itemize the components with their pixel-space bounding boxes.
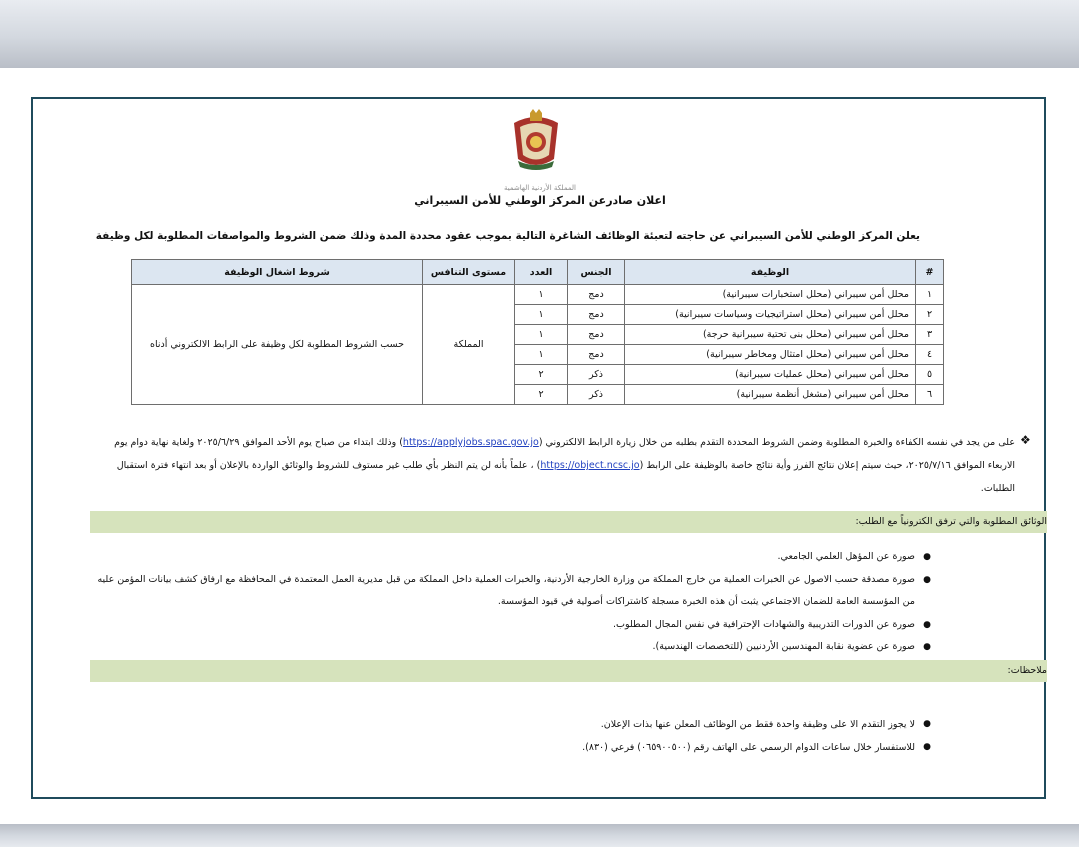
job-title: محلل أمن سيبراني (محلل عمليات سيبرانية) bbox=[625, 365, 916, 385]
notice-part-1: على من يجد في نفسه الكفاءة والخبرة المطلوبة وضمن الشروط المحددة التقدم بطلبه من خلال زيارة الرابط الالكتروني ( bbox=[538, 437, 1015, 448]
results-link[interactable]: https://object.ncsc.jo bbox=[540, 460, 640, 471]
job-gender: دمج bbox=[568, 345, 625, 365]
row-number: ٢ bbox=[916, 305, 944, 325]
diamond-bullet-icon: ❖ bbox=[1020, 433, 1031, 447]
list-item-text: صورة عن عضوية نقابة المهندسين الأردنيين (للتخصصات الهندسية). bbox=[652, 641, 915, 652]
job-count: ١ bbox=[515, 345, 568, 365]
notes-list bbox=[90, 713, 931, 759]
bullet-icon: ● bbox=[923, 574, 931, 585]
job-title: محلل أمن سيبراني (محلل استخبارات سيبرانية) bbox=[625, 285, 916, 305]
row-number: ٥ bbox=[916, 365, 944, 385]
bottom-shadow-band bbox=[0, 824, 1079, 847]
list-item bbox=[90, 636, 931, 659]
job-gender: ذكر bbox=[568, 365, 625, 385]
list-item-text: لا يجوز التقدم الا على وظيفة واحدة فقط من الوظائف المعلن عنها بذات الإعلان. bbox=[600, 719, 915, 730]
bullet-icon: ● bbox=[923, 642, 931, 652]
intro-text: يعلن المركز الوطني للأمن السيبراني عن حاجته لتعبئة الوظائف الشاغرة التالية بموجب عقود محددة المدة وذلك ضمن الشروط والمواصفات المطلوبة لكل وظيفة bbox=[95, 230, 920, 242]
list-item-text: صورة مصدقة حسب الاصول عن الخبرات العملية من خارج المملكة من وزارة الخارجية الأردنية، والخبرات العملية داخل المملكة من قبل مديرية العمل المعتمدة في المحافظة مع ارفاق كشف بيانات المؤمن عليه من المؤسسة العامة للضمان الاجتماعي يثبت أن هذه الخبرة مسجلة كاشتراكات أصولية في قيود المؤسسة. bbox=[97, 573, 915, 607]
row-number: ٤ bbox=[916, 345, 944, 365]
top-shadow-band bbox=[0, 0, 1079, 68]
job-gender: دمج bbox=[568, 285, 625, 305]
job-count: ١ bbox=[515, 325, 568, 345]
list-item-text: صورة عن الدورات التدريبية والشهادات الإحترافية في نفس المجال المطلوب. bbox=[612, 618, 915, 630]
announcement-title: اعلان صادرعن المركز الوطني للأمن السيبراني bbox=[414, 194, 666, 207]
list-item bbox=[90, 546, 931, 569]
row-number: ١ bbox=[916, 285, 944, 305]
job-title: محلل أمن سيبراني (محلل بنى تحتية سيبرانية حرجة) bbox=[625, 325, 916, 345]
job-count: ١ bbox=[515, 285, 568, 305]
job-count: ١ bbox=[515, 305, 568, 325]
job-gender: دمج bbox=[568, 325, 625, 345]
notice-part-3: ) ، علماً بأنه لن يتم النظر بأي طلب غير مستوف للشروط والوثائق الواردة بالإعلان أو بعد انتهاء فترة استقبال الطلبات. bbox=[116, 460, 1015, 494]
col-header-competition: مستوى التنافس bbox=[423, 260, 515, 285]
row-number: ٦ bbox=[916, 385, 944, 405]
notes-heading: ملاحظات: bbox=[90, 660, 1047, 682]
kingdom-caption: المملكة الأردنية الهاشمية bbox=[503, 184, 577, 192]
col-header-number: # bbox=[916, 260, 944, 285]
list-item bbox=[90, 736, 931, 759]
job-title: محلل أمن سيبراني (محلل امتثال ومخاطر سيبرانية) bbox=[625, 345, 916, 365]
bullet-icon: ● bbox=[923, 619, 931, 630]
coat-of-arms-icon bbox=[508, 109, 564, 171]
bullet-icon: ● bbox=[923, 719, 931, 729]
row-number: ٣ bbox=[916, 325, 944, 345]
table-header-row bbox=[132, 260, 944, 285]
col-header-conditions: شروط اشغال الوظيفة bbox=[132, 260, 423, 285]
job-count: ٢ bbox=[515, 365, 568, 385]
list-item bbox=[90, 713, 931, 736]
competition-level: المملكة bbox=[423, 285, 515, 405]
job-count: ٢ bbox=[515, 385, 568, 405]
table-row bbox=[132, 285, 944, 305]
apply-link[interactable]: https://applyjobs.spac.gov.jo bbox=[402, 437, 539, 448]
list-item-text: للاستفسار خلال ساعات الدوام الرسمي على الهاتف رقم (٠٦٥٩٠٠٥٠٠) فرعي (٨٣٠). bbox=[582, 742, 915, 753]
documents-list bbox=[90, 546, 931, 659]
job-title: محلل أمن سيبراني (محلل استراتيجيات وسياسات سيبرانية) bbox=[625, 305, 916, 325]
job-gender: ذكر bbox=[568, 385, 625, 405]
col-header-gender: الجنس bbox=[568, 260, 625, 285]
col-header-count: العدد bbox=[515, 260, 568, 285]
col-header-job: الوظيفة bbox=[625, 260, 916, 285]
job-gender: دمج bbox=[568, 305, 625, 325]
bullet-icon: ● bbox=[923, 552, 931, 562]
list-item-text: صورة عن المؤهل العلمي الجامعي. bbox=[777, 551, 915, 562]
notice-part-2: ) وذلك ابتداء من صباح يوم الأحد الموافق ٢٠٢٥/٦/٢٩ ولغاية نهاية دوام يوم الاربعاء الموافق ٢٠٢٥/٧/١٦، حيث سيتم إعلان نتائج الفرز وأية نتائج خاصة بالوظيفة على الرابط ( bbox=[114, 437, 1015, 471]
documents-heading: الوثائق المطلوبة والتي ترفق الكترونياً مع الطلب: bbox=[90, 511, 1047, 533]
list-item bbox=[90, 569, 931, 614]
jobs-table bbox=[131, 259, 944, 405]
application-notice bbox=[90, 431, 1015, 500]
list-item bbox=[90, 614, 931, 637]
job-title: محلل أمن سيبراني (مشغل أنظمة سيبرانية) bbox=[625, 385, 916, 405]
bullet-icon: ● bbox=[923, 742, 931, 752]
job-conditions: حسب الشروط المطلوبة لكل وظيفة على الرابط الالكتروني أدناه bbox=[132, 285, 423, 405]
